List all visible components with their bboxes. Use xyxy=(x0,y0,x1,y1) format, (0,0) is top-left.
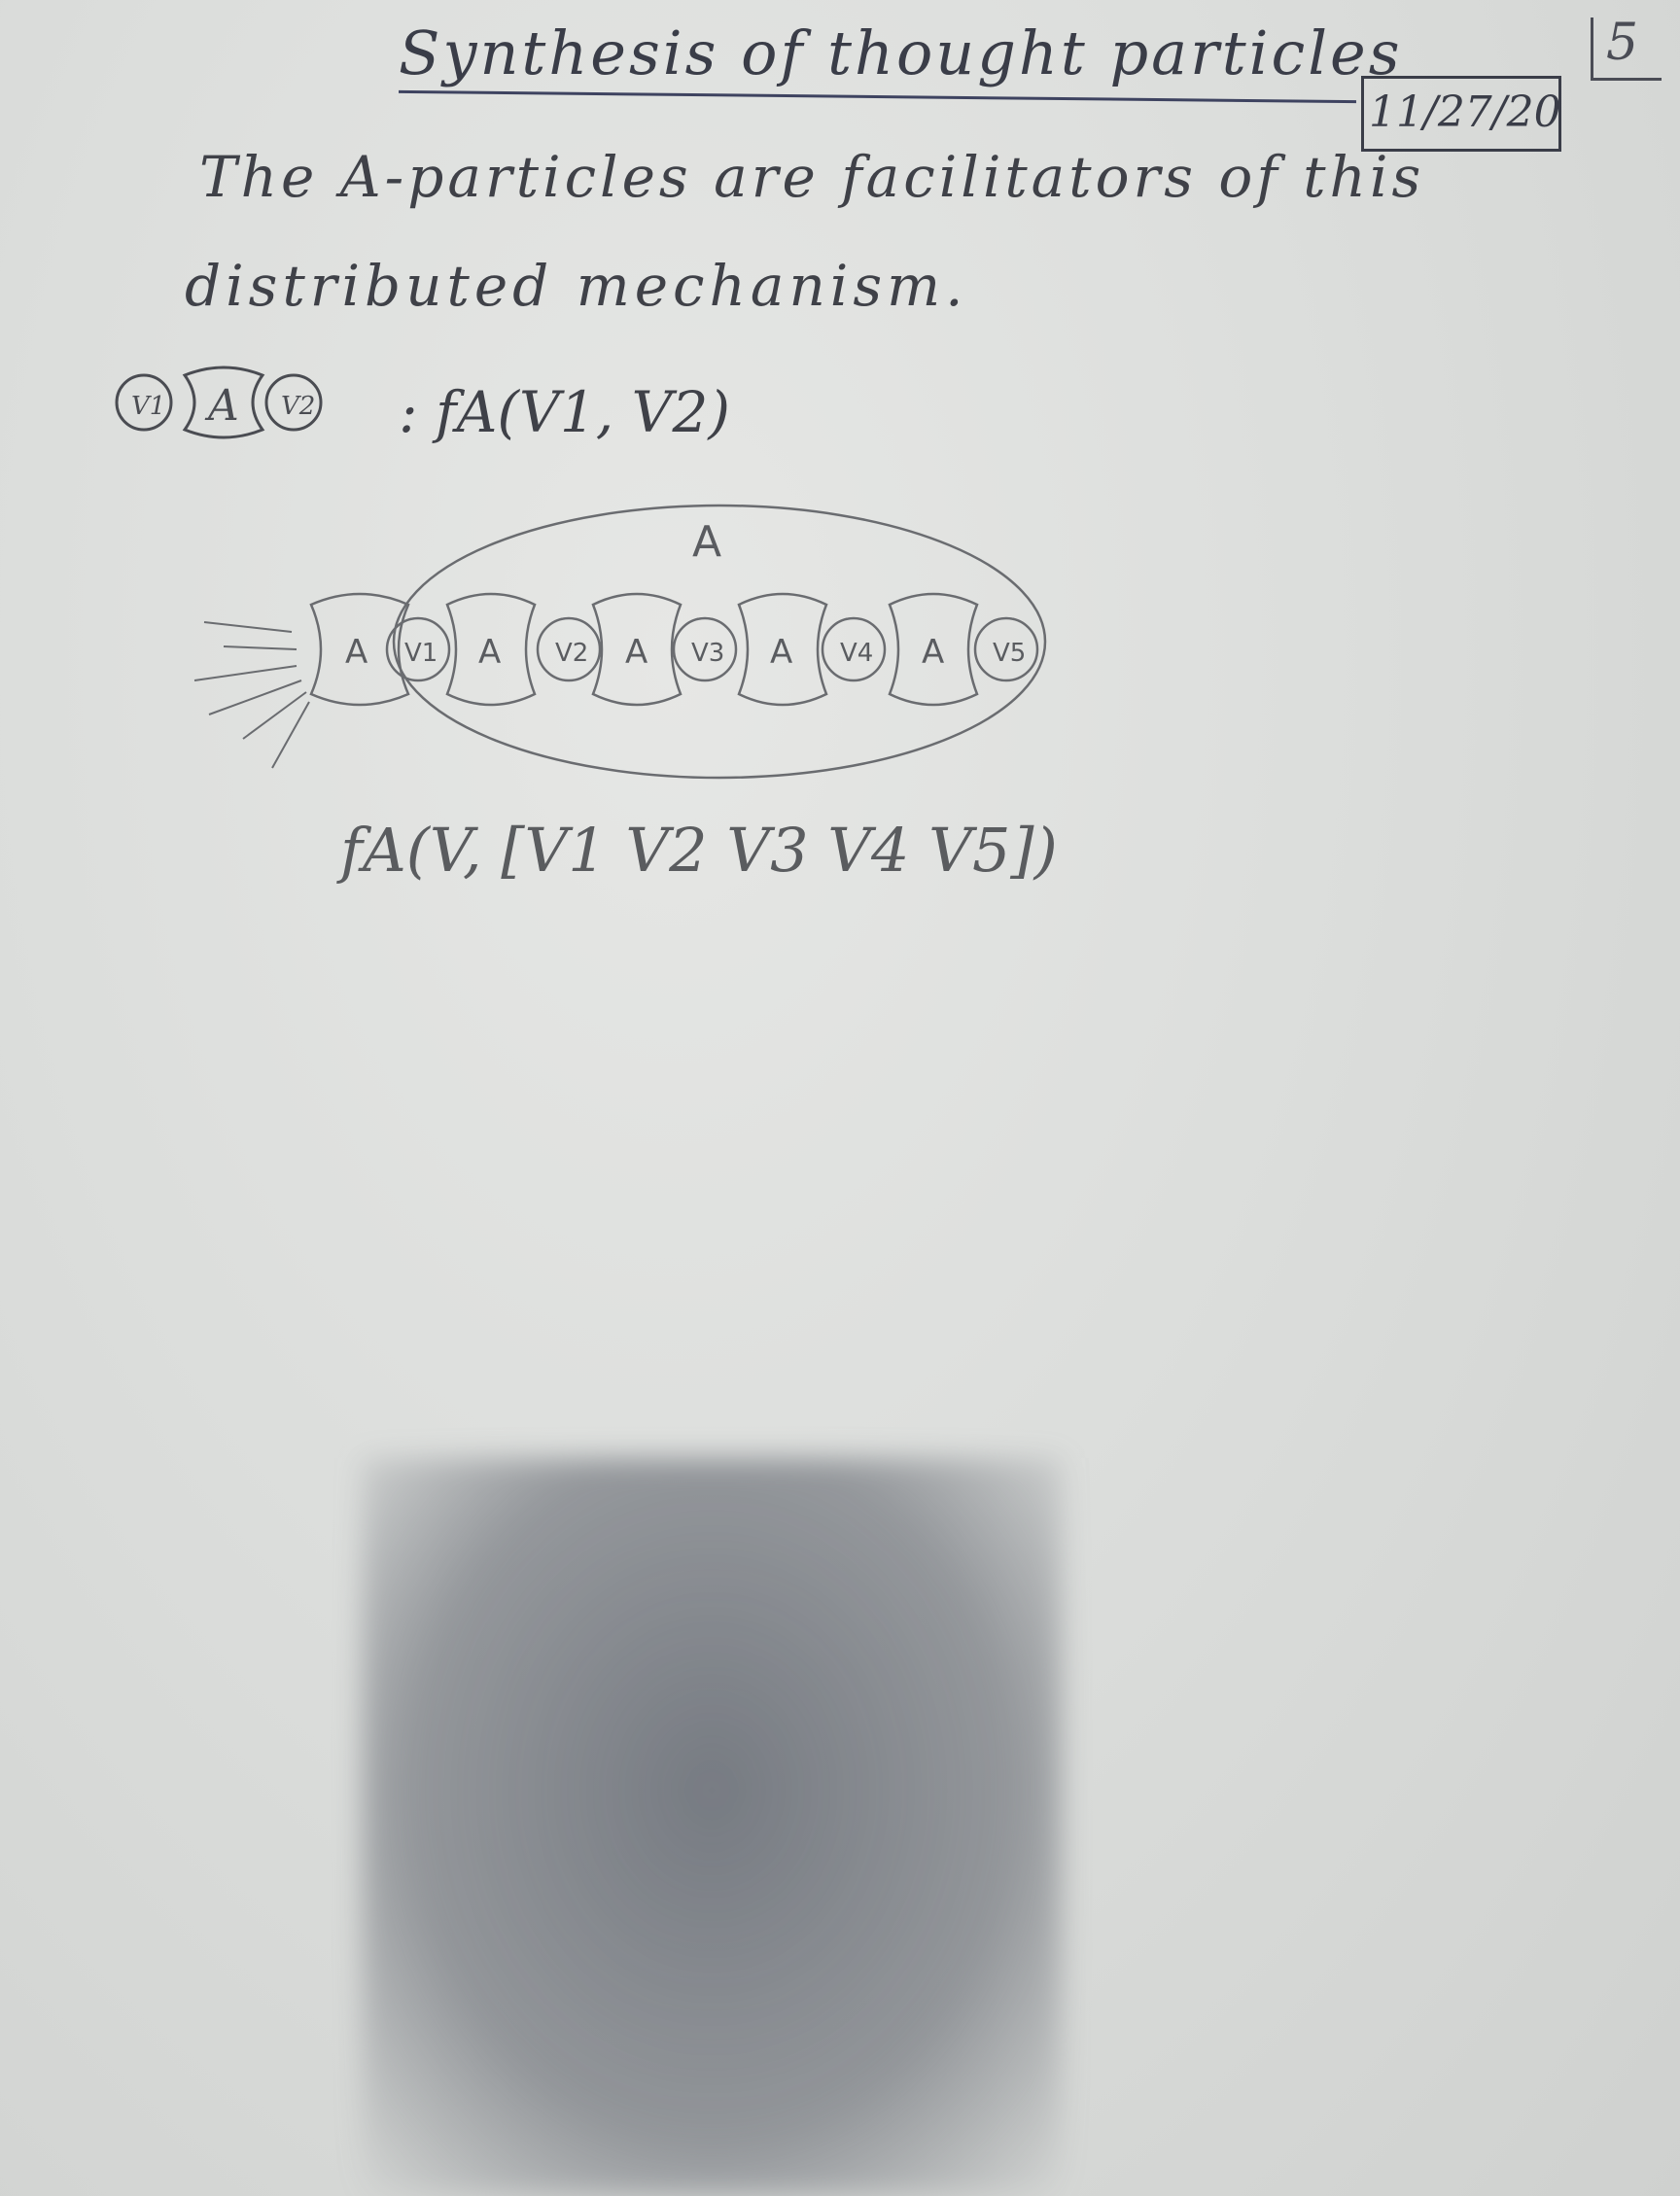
small-v1-label: V1 xyxy=(131,392,166,421)
chain-a-label-1: A xyxy=(345,633,368,672)
chain-a-label-3: A xyxy=(625,633,648,672)
small-a-label: A xyxy=(208,381,239,431)
chain-v2-label: V2 xyxy=(555,639,589,668)
outer-a-label: A xyxy=(692,517,722,567)
date: 11/27/20 xyxy=(1369,87,1561,137)
formula-small: : fA(V1, V2) xyxy=(399,379,731,445)
chain-v5-label: V5 xyxy=(993,639,1027,668)
page-title: Synthesis of thought particles xyxy=(399,17,1403,88)
chain-a-label-5: A xyxy=(922,633,945,672)
page-number: 5 xyxy=(1606,14,1639,72)
formula-chain: fA(V, [V1 V2 V3 V4 V5]) xyxy=(340,815,1058,886)
chain-a-label-2: A xyxy=(478,633,502,672)
small-particle-diagram xyxy=(117,367,321,437)
chain-diagram xyxy=(194,505,1045,778)
chain-v1-label: V1 xyxy=(404,639,438,668)
chain-a-label-4: A xyxy=(770,633,793,672)
emanation-lines xyxy=(194,622,309,768)
small-v2-label: V2 xyxy=(281,392,316,421)
text-line-2: distributed mechanism. xyxy=(185,253,968,319)
chain-v3-label: V3 xyxy=(691,639,725,668)
chain-v4-label: V4 xyxy=(840,639,874,668)
text-line-1: The A-particles are facilitators of this xyxy=(199,144,1425,210)
